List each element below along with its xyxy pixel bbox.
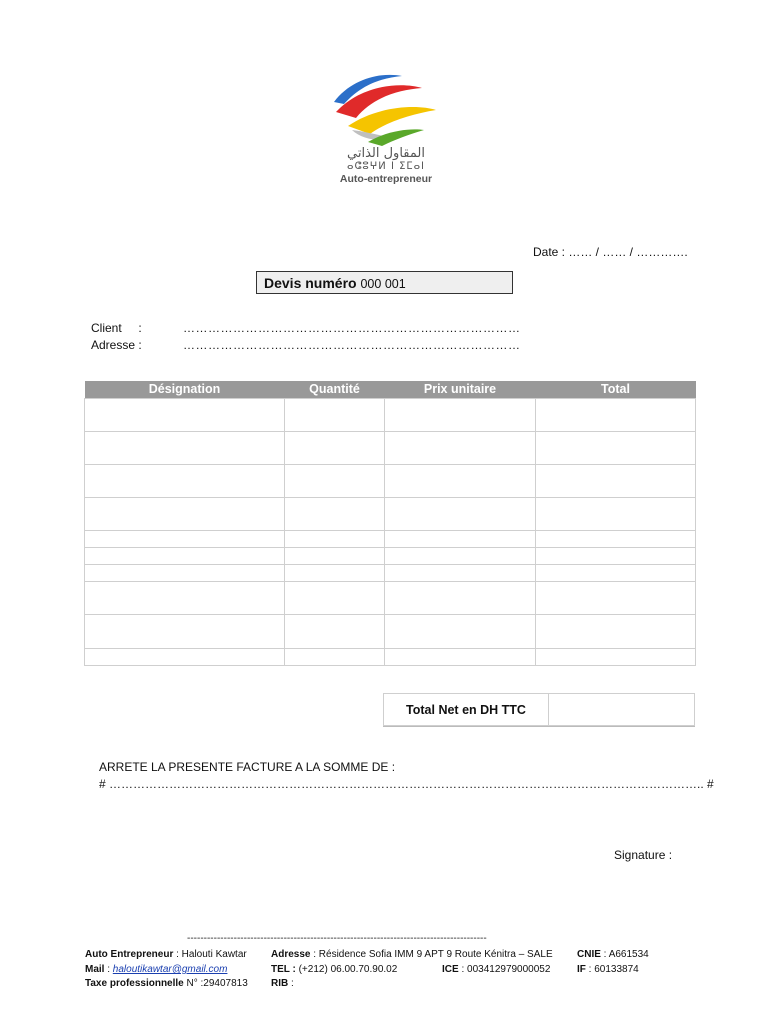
cell-total[interactable] [536, 398, 696, 431]
cell-designation[interactable] [85, 398, 285, 431]
table-row [85, 648, 696, 665]
table-row [85, 530, 696, 547]
cell-prix-unitaire[interactable] [385, 564, 536, 581]
cell-total[interactable] [536, 648, 696, 665]
table-row [85, 614, 696, 648]
devis-label: Devis numéro [264, 275, 357, 291]
cell-designation[interactable] [85, 547, 285, 564]
cell-prix-unitaire[interactable] [385, 497, 536, 530]
cell-quantite[interactable] [285, 398, 385, 431]
total-net-value[interactable] [549, 694, 694, 725]
cell-designation[interactable] [85, 648, 285, 665]
cell-designation[interactable] [85, 464, 285, 497]
footer-if-label: IF [577, 964, 586, 975]
cell-quantite[interactable] [285, 431, 385, 464]
footer-mail-link[interactable]: haloutikawtar@gmail.com [112, 964, 228, 975]
footer-cnie-value: : A661534 [600, 949, 649, 960]
cell-quantite[interactable] [285, 530, 385, 547]
cell-total[interactable] [536, 564, 696, 581]
footer-mail-sep: : [104, 964, 113, 975]
cell-prix-unitaire[interactable] [385, 398, 536, 431]
devis-number: 000 001 [360, 277, 406, 291]
address-value: ……………………………………………………………………… [183, 338, 521, 352]
table-row [85, 398, 696, 431]
cell-quantite[interactable] [285, 464, 385, 497]
table-row [85, 581, 696, 614]
footer-adresse-label: Adresse [271, 949, 311, 960]
cell-prix-unitaire[interactable] [385, 648, 536, 665]
date-line: Date : …… / …… / …………. [533, 245, 688, 259]
cell-quantite[interactable] [285, 581, 385, 614]
footer-mail-label: Mail [85, 964, 105, 975]
cell-quantite[interactable] [285, 648, 385, 665]
cell-total[interactable] [536, 547, 696, 564]
footer-taxe-value: N° :29407813 [183, 978, 248, 989]
cell-prix-unitaire[interactable] [385, 464, 536, 497]
cell-total[interactable] [536, 497, 696, 530]
cell-designation[interactable] [85, 581, 285, 614]
logo-arabic-text: المقاول الذاتي [347, 146, 425, 161]
cell-prix-unitaire[interactable] [385, 530, 536, 547]
cell-quantite[interactable] [285, 497, 385, 530]
cell-designation[interactable] [85, 497, 285, 530]
footer-tel-label: TEL : [271, 964, 296, 975]
cell-total[interactable] [536, 464, 696, 497]
cell-designation[interactable] [85, 564, 285, 581]
cell-prix-unitaire[interactable] [385, 431, 536, 464]
footer-rib-value: : [288, 978, 294, 989]
footer-auto-label: Auto Entrepreneur [85, 949, 174, 960]
cell-total[interactable] [536, 614, 696, 648]
footer-ice-value: : 003412979000052 [458, 964, 551, 975]
logo-green-stripe [368, 129, 424, 146]
footer-ice [442, 964, 550, 975]
footer-separator: ------------------------------------------------------------------------------------------ [187, 933, 487, 944]
table-row [85, 431, 696, 464]
cell-total[interactable] [536, 530, 696, 547]
cell-prix-unitaire[interactable] [385, 547, 536, 564]
table-row [85, 547, 696, 564]
table-row [85, 464, 696, 497]
footer-adresse [271, 949, 553, 960]
footer-tel [271, 964, 397, 975]
cell-prix-unitaire[interactable] [385, 581, 536, 614]
footer-auto-entrepreneur [85, 949, 247, 960]
cell-prix-unitaire[interactable] [385, 614, 536, 648]
somme-line: # ………………………………………………………………………………………………………………………………….. # [99, 777, 714, 791]
cell-designation[interactable] [85, 431, 285, 464]
footer-auto-value: : Halouti Kawtar [173, 949, 247, 960]
footer-rib-label: RIB [271, 978, 289, 989]
cell-quantite[interactable] [285, 614, 385, 648]
cell-designation[interactable] [85, 614, 285, 648]
footer-tel-value: (+212) 06.00.70.90.02 [295, 964, 398, 975]
cell-total[interactable] [536, 581, 696, 614]
client-value: ……………………………………………………………………… [183, 321, 521, 335]
devis-number-box [256, 271, 513, 294]
header-designation: Désignation [85, 381, 285, 398]
table-row [85, 564, 696, 581]
header-prix-unitaire: Prix unitaire [385, 381, 536, 398]
client-row [91, 321, 521, 335]
table-header-row [85, 381, 696, 398]
items-table [84, 381, 696, 666]
footer-cnie-label: CNIE [577, 949, 601, 960]
footer-mail [85, 964, 227, 975]
signature-label: Signature : [614, 848, 673, 862]
footer-rib [271, 978, 294, 989]
header-total: Total [536, 381, 696, 398]
footer-ice-label: ICE [442, 964, 459, 975]
address-label: Adresse : [91, 338, 142, 352]
footer-taxe-label: Taxe professionnelle [85, 978, 184, 989]
footer-cnie [577, 949, 649, 960]
address-row [91, 338, 521, 352]
total-net-box [383, 693, 695, 726]
cell-designation[interactable] [85, 530, 285, 547]
total-net-label: Total Net en DH TTC [384, 694, 549, 725]
footer-if-value: : 60133874 [585, 964, 639, 975]
client-label: Client : [91, 321, 142, 335]
header-quantite: Quantité [285, 381, 385, 398]
footer-taxe [85, 978, 248, 989]
footer-adresse-value: : Résidence Sofia IMM 9 APT 9 Route Kénitra – SALE [310, 949, 553, 960]
cell-quantite[interactable] [285, 564, 385, 581]
arrete-text: ARRETE LA PRESENTE FACTURE A LA SOMME DE : [99, 760, 396, 774]
cell-total[interactable] [536, 431, 696, 464]
logo-tifinagh-text: ⴰⵛⵓⵖⵍ ⵏ ⵉⵎⴰⵏ [346, 161, 426, 172]
table-row [85, 497, 696, 530]
logo-french-text: Auto-entrepreneur [339, 173, 433, 185]
cell-quantite[interactable] [285, 547, 385, 564]
footer-if [577, 964, 639, 975]
